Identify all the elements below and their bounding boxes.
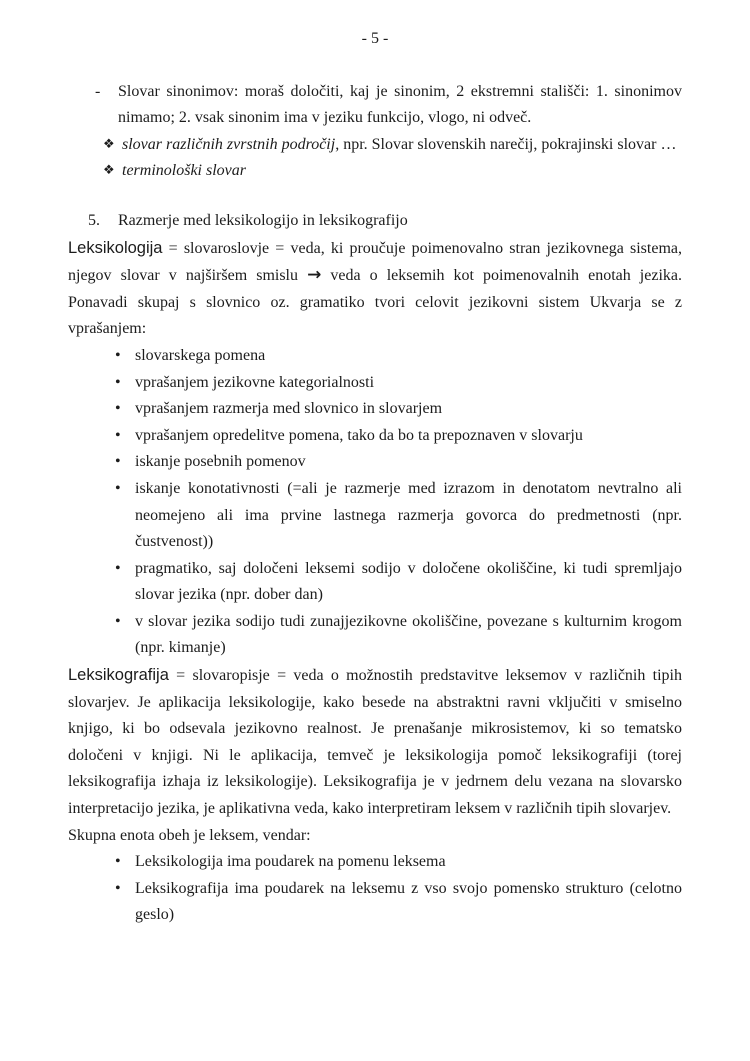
diamond-item-text	[122, 132, 682, 159]
bullet-icon: •	[115, 346, 121, 364]
bullet-item-text: v slovar jezika sodijo tudi zunajjezikovne okoliščine, povezane s kulturnim krogom (npr. kimanje)	[135, 612, 682, 657]
page-number: - 5 -	[361, 30, 389, 47]
diamond-bullet-icon: ❖	[103, 163, 115, 179]
diamond-list-item	[68, 158, 682, 185]
bullet-list-item	[68, 849, 682, 876]
diamond-item-text	[122, 158, 682, 185]
dash-item-text: Slovar sinonimov: moraš določiti, kaj je sinonim, 2 ekstremni stališči: 1. sinonimov nimamo; 2. vsak sinonim ima v jeziku funkcijo, vlogo, ni odveč.	[118, 82, 682, 127]
bullet-icon: •	[115, 559, 121, 577]
bullet-list-item	[68, 370, 682, 397]
bullet-list-item	[68, 343, 682, 370]
section-heading-text: Razmerje med leksikologijo in leksikografijo	[118, 211, 408, 229]
bullet-item-text: vprašanjem opredelitve pomena, tako da bo ta prepoznaven v slovarju	[135, 426, 583, 444]
bullet-item-text: vprašanjem jezikovne kategorialnosti	[135, 373, 375, 391]
lexicography-paragraph	[68, 662, 682, 823]
bullet-item-text: pragmatiko, saj določeni leksemi sodijo v določene okoliščine, ki tudi spremljajo slovar jezika (npr. dober dan)	[135, 559, 682, 604]
bullet-item-text: iskanje konotativnosti (=ali je razmerje med izrazom in denotatom nevtralno ali neomejeno ali ima prvine lastnega razmerja govorca do predmetnosti (npr. čustvenost))	[135, 479, 682, 551]
bullet-list-item	[68, 423, 682, 450]
bullet-item-text: slovarskega pomena	[135, 346, 266, 364]
bullet-item-text: iskanje posebnih pomenov	[135, 453, 306, 471]
bullet-icon: •	[115, 879, 121, 897]
section-number: 5.	[88, 211, 100, 229]
bullet-icon: •	[115, 426, 121, 444]
diamond-bullet-icon: ❖	[103, 136, 115, 152]
bullet-icon: •	[115, 373, 121, 391]
right-arrow-icon: →	[307, 265, 322, 286]
bullet-list-item	[68, 556, 682, 609]
bullet-list-item	[68, 609, 682, 662]
bullet-icon: •	[115, 479, 121, 497]
bullet-item-text: Leksikografija ima poudarek na leksemu z vso svojo pomensko strukturo (celotno geslo)	[135, 879, 682, 924]
lexicology-text-before-arrow: = slovaroslovje = veda, ki proučuje poimenovalno stran jezikovnega sistema, njegov slovar v najširšem smislu	[68, 239, 682, 285]
bullet-list-item	[68, 449, 682, 476]
diamond-list-item	[68, 132, 682, 159]
bullet-icon: •	[115, 853, 121, 871]
lexicography-text: = slovaropisje = veda o možnostih predstavitve leksemov v različnih tipih slovarjev. Je aplikacija leksikologije, kako besede na abstraktni ravni vključiti v smiselno knjigo, ki bo odsevala jezikovno realnost. Je prenašanje mikrosistemov, ki so tematsko določeni v knjigi. Ni le aplikacija, temveč je leksikologija pomoč leksikografiji (torej leksikografija izhaja iz leksikologije). Leksikografija je v jedrnem delu vezana na slovarsko interpretacijo jezika, je aplikativna veda, kako interpretiram leksem v različnih tipih slovarjev.	[68, 667, 682, 818]
dash-list-item	[68, 79, 682, 132]
bullet-list-item	[68, 876, 682, 929]
section-heading	[68, 208, 682, 235]
lexicology-paragraph	[68, 235, 682, 343]
bullet-item-text: Leksikologija ima poudarek na pomenu leksema	[135, 853, 446, 871]
bullet-icon: •	[115, 453, 121, 471]
lexicology-lead-word: Leksikologija	[68, 238, 163, 257]
bullet-item-text: vprašanjem razmerja med slovnico in slovarjem	[135, 400, 443, 418]
lexicography-followup-line: Skupna enota obeh je leksem, vendar:	[68, 826, 311, 844]
diamond-item-italic-text: terminološki slovar	[122, 162, 246, 180]
dash-marker: -	[95, 82, 101, 100]
bullet-list-item	[68, 476, 682, 556]
diamond-item-italic-text: slovar različnih zvrstnih področij	[122, 135, 336, 153]
lexicography-lead-word: Leksikografija	[68, 666, 169, 685]
bullet-list-item	[68, 396, 682, 423]
lexicology-text-after-arrow: veda o leksemih kot poimenovalnih enotah jezika. Ponavadi skupaj s slovnico oz. gramatiko tvori celovit jezikovni sistem Ukvarja se z vprašanjem:	[68, 267, 682, 338]
bullet-icon: •	[115, 400, 121, 418]
diamond-item-regular-text: , npr. Slovar slovenskih narečij, pokrajinski slovar …	[335, 135, 677, 153]
bullet-icon: •	[115, 612, 121, 630]
